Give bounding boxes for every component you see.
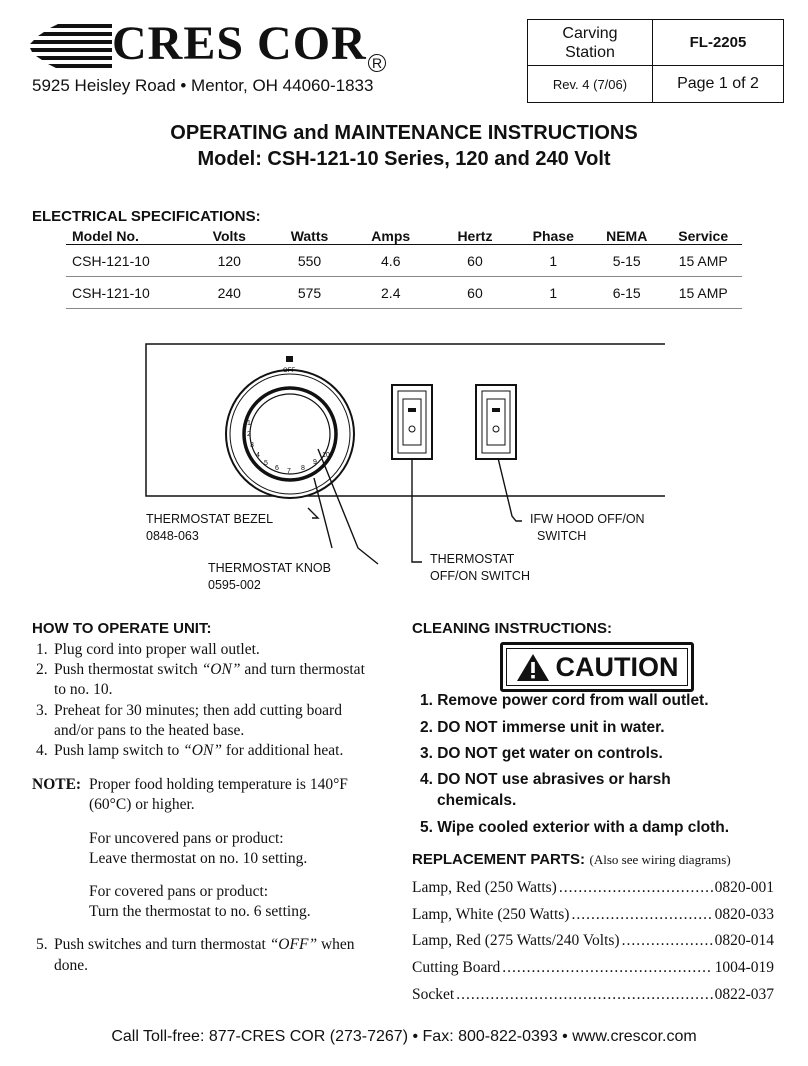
cell: 5-15 [589,245,664,277]
ifw-switch-label-1: IFW HOOD OFF/ON [530,512,645,526]
part-number: 0822-037 [714,986,774,1003]
off-marker [286,356,293,362]
list-item [412,986,774,1012]
dial-number: 2 [247,431,251,438]
dial-number: 5 [264,460,268,467]
logo-speed-lines [28,22,114,72]
brand-logo: CRES COR [112,17,367,70]
part-name: Socket [412,986,455,1003]
cleaning-step-2: 2. DO NOT immerse unit in water. [420,719,665,736]
thermostat-switch-label-2: OFF/ON SWITCH [430,569,530,583]
cleaning-step-5: 5. Wipe cooled exterior with a damp cloth. [420,819,730,836]
bezel-label: THERMOSTAT BEZEL [146,512,274,526]
step-text: and/or pans to the heated base. [54,722,245,739]
ifw-switch-label-2: SWITCH [537,529,587,543]
parts-heading: REPLACEMENT PARTS: [412,851,586,868]
company-address: 5925 Heisley Road • Mentor, OH 44060-1833 [32,76,374,95]
part-name: Cutting Board [412,959,501,976]
col-model: Model No. [66,228,189,245]
caution-text: CAUTION [555,651,679,682]
covered-line-1: For covered pans or product: [89,883,269,900]
col-watts: Watts [270,228,349,245]
cell: CSH-121-10 [66,245,189,277]
warning-icon [516,652,550,682]
thermostat-switch [392,385,432,459]
cell: 2.4 [349,277,432,309]
list-item [412,906,774,932]
cell: CSH-121-10 [66,277,189,309]
list-item [412,932,774,958]
cell: 120 [189,245,270,277]
step-text: Plug cord into proper wall outlet. [54,641,260,658]
part-number: 0820-033 [714,906,774,923]
covered-line-2: Turn the thermostat to no. 6 setting. [89,903,311,920]
dial-number: 8 [301,465,305,472]
list-item [412,959,774,985]
specs-heading: ELECTRICAL SPECIFICATIONS: [32,208,261,225]
document-subtitle: Model: CSH-121-10 Series, 120 and 240 Volt [197,148,611,170]
knob-label: THERMOSTAT KNOB [208,561,331,575]
cleaning-heading: CLEANING INSTRUCTIONS: [412,620,612,637]
cell: 1 [518,277,589,309]
footer-contact: Call Toll-free: 877-CRES COR (273-7267) • Fax: 800-822-0393 • www.crescor.com [111,1028,697,1045]
thermostat-switch-label-1: THERMOSTAT [430,552,515,566]
table-row [66,277,742,309]
step-text: Push thermostat switch “ON” and turn thermostat [54,661,365,678]
knob-part-number: 0595-002 [208,578,261,592]
revision: Rev. 4 (7/06) [552,76,628,92]
document-info-box [527,19,784,103]
doc-type: Carving Station [562,25,618,61]
col-phase: Phase [518,228,589,245]
dial-number: 3 [250,442,254,449]
cleaning-step-4-cont: chemicals. [437,792,517,809]
cleaning-step-3: 3. DO NOT get water on controls. [420,745,663,762]
col-hertz: Hertz [432,228,517,245]
dial-number: 7 [287,468,291,475]
cell: 15 AMP [664,245,742,277]
dial-off-label: OFF [283,368,295,374]
dial-number: 9 [313,459,317,466]
caution-sign [500,642,694,692]
uncovered-line-2: Leave thermostat on no. 10 setting. [89,850,308,867]
bezel-part-number: 0848-063 [146,529,199,543]
cell: 6-15 [589,277,664,309]
cell: 575 [270,277,349,309]
part-name: Lamp, Red (275 Watts/240 Volts) [412,932,620,949]
step-text: to no. 10. [54,681,113,698]
part-number: 0820-014 [714,932,774,949]
thermostat-knob [244,388,336,480]
step-text: Push lamp switch to “ON” for additional heat. [54,742,344,759]
cell: 1 [518,245,589,277]
registered-mark: R [368,54,386,72]
part-number: 1004-019 [714,959,774,976]
cell: 4.6 [349,245,432,277]
step-number: 4. [36,742,48,759]
step-5-number: 5. [36,936,48,953]
parts-heading-line [412,851,731,869]
step-5-cont: done. [54,957,89,974]
dial-number: 6 [275,465,279,472]
step-number: 1. [36,641,48,658]
specs-header-row [66,228,742,245]
cell: 240 [189,277,270,309]
control-panel-diagram [0,330,808,600]
cell: 550 [270,245,349,277]
part-number: 0820-001 [714,879,774,896]
step-number: 2. [36,661,48,678]
part-name: Lamp, Red (250 Watts) [412,879,557,896]
cleaning-step-1: 1. Remove power cord from wall outlet. [420,692,709,709]
col-nema: NEMA [589,228,664,245]
note-line-1: Proper food holding temperature is 140°F [89,776,348,793]
dial-number: 4 [256,452,260,459]
doc-number: FL-2205 [689,34,747,51]
step-text: Preheat for 30 minutes; then add cutting board [54,702,342,719]
table-row [66,245,742,277]
col-volts: Volts [189,228,270,245]
col-service: Service [664,228,742,245]
list-item [412,879,774,905]
ifw-hood-switch [476,385,516,459]
step-number: 3. [36,702,48,719]
col-amps: Amps [349,228,432,245]
cleaning-step-4: 4. DO NOT use abrasives or harsh [420,771,671,788]
uncovered-line-1: For uncovered pans or product: [89,830,284,847]
cell: 15 AMP [664,277,742,309]
specs-table [66,228,742,309]
part-name: Lamp, White (250 Watts) [412,906,570,923]
operate-heading: HOW TO OPERATE UNIT: [32,620,212,637]
dial-number: 1 [247,420,251,427]
parts-note: (Also see wiring diagrams) [589,852,731,867]
cell: 60 [432,277,517,309]
note-label: NOTE: [32,776,82,793]
dial-number: 10 [322,452,330,459]
note-line-2: (60°C) or higher. [89,796,195,813]
cell: 60 [432,245,517,277]
document-title: OPERATING and MAINTENANCE INSTRUCTIONS [170,122,638,144]
step-5-text: Push switches and turn thermostat “OFF” when [54,936,355,953]
page-number: Page 1 of 2 [677,75,759,92]
